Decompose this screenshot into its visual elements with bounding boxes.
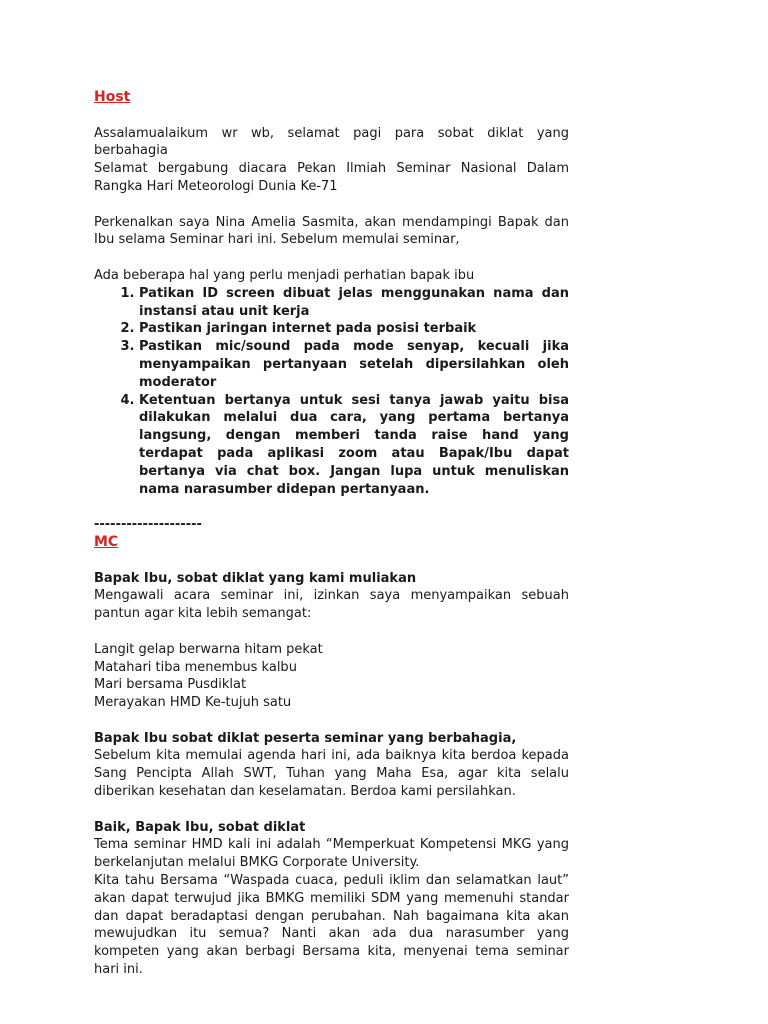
pantun-line: Matahari tiba menembus kalbu	[94, 659, 297, 675]
spacer	[94, 249, 569, 267]
event-welcome-line: Selamat bergabung diacara Pekan Ilmiah Seminar Nasional Dalam Rangka Hari Meteorologi Dunia Ke-71	[94, 161, 569, 194]
list-item-text: yaitu bisa dilakukan melalui dua cara, yang pertama bertanya langsung, dengan memberi tanda raise hand yang terdapat pada aplikasi zoom atau Bapak/Ibu dapat bertanya via chat box. Jangan lupa untuk menuliskan nama narasumber didepan pertanyaan.	[139, 392, 569, 497]
section-separator: --------------------	[94, 517, 202, 533]
list-item	[139, 392, 569, 499]
spacer	[94, 801, 569, 819]
host-greeting	[94, 125, 569, 196]
host-list-intro: Ada beberapa hal yang perlu menjadi perhatian bapak ibu	[94, 267, 475, 283]
host-introduction: Perkenalkan saya Nina Amelia Sasmita, akan mendampingi Bapak dan Ibu selama Seminar hari ini. Sebelum memulai seminar,	[94, 214, 569, 248]
greeting-line: Assalamualaikum wr wb, selamat pagi para sobat diklat yang berbahagia	[94, 125, 569, 159]
document-body	[94, 89, 569, 979]
pantun-line: Langit gelap berwarna hitam pekat	[94, 641, 323, 657]
mc-opening-title: Bapak Ibu, sobat diklat yang kami muliakan	[94, 570, 417, 586]
mc-theme-body: Kita tahu Bersama “Waspada cuaca, peduli iklim dan selamatkan laut” akan dapat terwujud jika BMKG memiliki SDM yang memenuhi standar dan dapat beradaptasi dengan perubahan. Nah bagaimana kita akan mewujudkan itu semua? Nanti akan ada dua narasumber yang kompeten yang akan berbagi Bersama kita, menyenai tema seminar hari ini.	[94, 873, 569, 978]
mc-prayer	[94, 730, 569, 801]
pantun-line: Merayakan HMD Ke-tujuh satu	[94, 695, 292, 711]
mc-opening-body: Mengawali acara seminar ini, izinkan saya menyampaikan sebuah pantun agar kita lebih semangat:	[94, 588, 569, 622]
host-heading: Host	[94, 89, 131, 105]
mc-theme	[94, 819, 569, 979]
pantun-line: Mari bersama Pusdiklat	[94, 677, 247, 693]
mc-opening	[94, 570, 569, 623]
list-item: 3. Pastikan mic/sound pada mode senyap, kecuali jika menyampaikan pertanyaan setelah dipersilahkan oleh moderator	[139, 338, 569, 391]
host-rules-list	[94, 285, 569, 499]
mc-prayer-body: Sebelum kita memulai agenda hari ini, ada baiknya kita berdoa kepada Sang Pencipta Allah SWT, Tuhan yang Maha Esa, agar kita selalu diberikan kesehatan dan keselamatan. Berdoa kami persilahkan.	[94, 748, 569, 800]
spacer	[94, 552, 569, 570]
mc-theme-body: Tema seminar HMD kali ini adalah “Memperkuat Kompetensi MKG yang berkelanjutan melalui BMKG Corporate University.	[94, 837, 569, 871]
mc-prayer-title: Bapak Ibu sobat diklat peserta seminar yang berbahagia,	[94, 730, 517, 746]
spacer	[94, 196, 569, 214]
list-item-text: Ketentuan bertanya untuk	[139, 392, 352, 408]
mc-heading: MC	[94, 533, 119, 550]
spacer	[94, 623, 569, 641]
list-item: 2. Pastikan jaringan internet pada posisi terbaik	[139, 320, 569, 338]
spacer	[94, 107, 569, 125]
mc-theme-title: Baik, Bapak Ibu, sobat diklat	[94, 819, 306, 835]
spacer	[94, 498, 569, 516]
spacer	[94, 712, 569, 730]
list-item-emphasis: sesi tanya jawab	[351, 392, 484, 408]
list-item: 1. Patikan ID screen dibuat jelas menggunakan nama dan instansi atau unit kerja	[139, 285, 569, 321]
pantun	[94, 641, 569, 712]
